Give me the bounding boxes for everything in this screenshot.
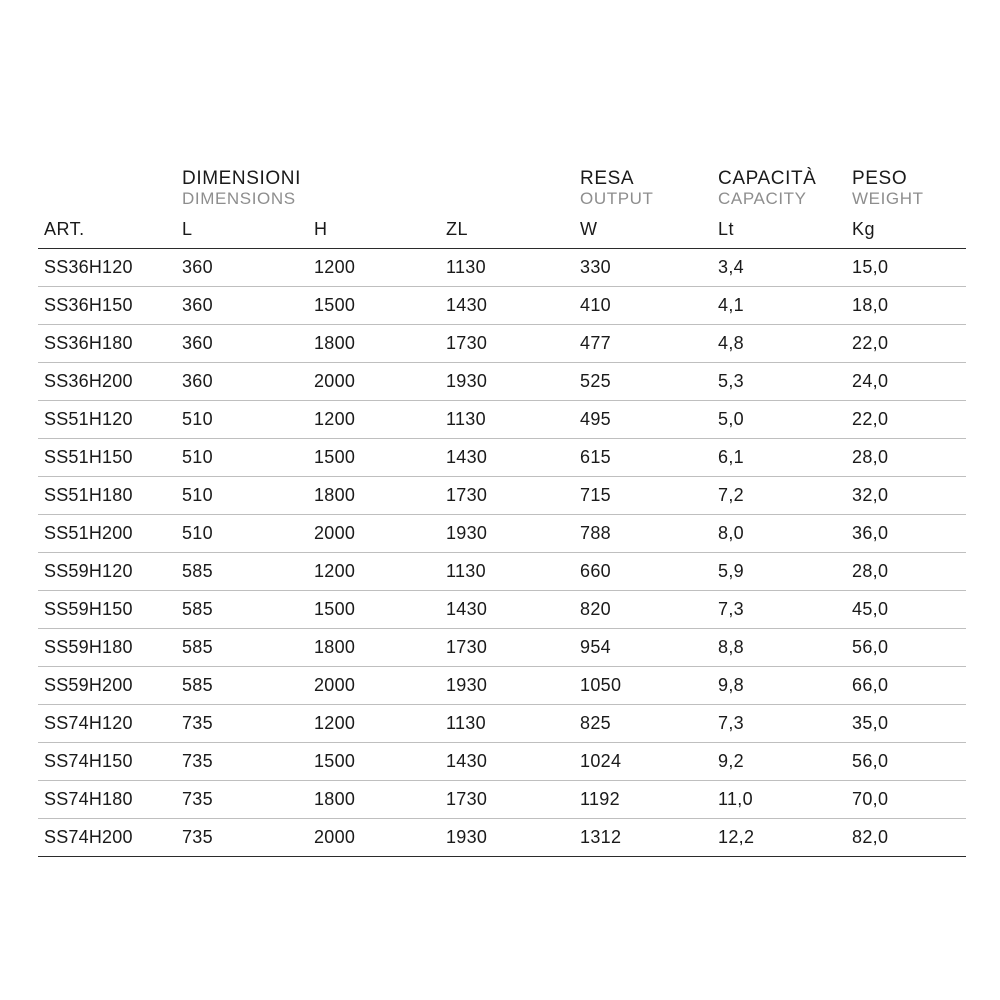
product-specifications-table [38,168,966,857]
cell-l: 735 [180,743,312,781]
cell-l: 585 [180,553,312,591]
cell-zl: 1730 [444,629,578,667]
cell-l: 360 [180,325,312,363]
table-row [38,439,966,477]
cell-l: 510 [180,401,312,439]
cell-art: SS74H200 [38,819,180,857]
cell-h: 1500 [312,287,444,325]
cell-kg: 35,0 [850,705,966,743]
cell-h: 2000 [312,819,444,857]
table-row [38,591,966,629]
group-label-dimensioni-en: DIMENSIONS [182,189,296,209]
group-label-resa-en: OUTPUT [580,189,654,209]
cell-lt: 11,0 [716,781,850,819]
cell-w: 820 [578,591,716,629]
cell-l: 360 [180,363,312,401]
cell-w: 660 [578,553,716,591]
cell-lt: 4,1 [716,287,850,325]
cell-h: 1800 [312,629,444,667]
cell-h: 1800 [312,781,444,819]
cell-kg: 28,0 [850,553,966,591]
cell-l: 585 [180,667,312,705]
cell-l: 510 [180,477,312,515]
cell-zl: 1430 [444,591,578,629]
cell-art: SS51H120 [38,401,180,439]
cell-zl: 1930 [444,363,578,401]
group-header-dimensioni [180,168,578,210]
column-header-kg: Kg [850,210,966,249]
table-row [38,743,966,781]
cell-kg: 32,0 [850,477,966,515]
table-row [38,553,966,591]
table-row [38,515,966,553]
cell-lt: 7,3 [716,591,850,629]
cell-w: 1050 [578,667,716,705]
cell-lt: 5,9 [716,553,850,591]
cell-w: 330 [578,249,716,287]
table-row [38,287,966,325]
cell-w: 1312 [578,819,716,857]
cell-h: 2000 [312,515,444,553]
cell-art: SS51H150 [38,439,180,477]
cell-kg: 24,0 [850,363,966,401]
cell-h: 2000 [312,363,444,401]
table-row [38,819,966,857]
group-header-peso [850,168,966,210]
cell-l: 735 [180,819,312,857]
table-row [38,325,966,363]
column-header-l: L [180,210,312,249]
cell-art: SS36H200 [38,363,180,401]
cell-art: SS74H180 [38,781,180,819]
cell-kg: 22,0 [850,325,966,363]
cell-lt: 5,0 [716,401,850,439]
cell-art: SS36H180 [38,325,180,363]
column-header-w: W [578,210,716,249]
cell-h: 1500 [312,439,444,477]
cell-kg: 15,0 [850,249,966,287]
column-header-art: ART. [38,210,180,249]
cell-kg: 82,0 [850,819,966,857]
cell-h: 1200 [312,401,444,439]
table-row [38,363,966,401]
table-row [38,781,966,819]
cell-h: 1200 [312,705,444,743]
table-row [38,477,966,515]
column-header-zl: ZL [444,210,578,249]
table-row [38,249,966,287]
cell-zl: 1130 [444,249,578,287]
cell-zl: 1430 [444,439,578,477]
cell-lt: 3,4 [716,249,850,287]
cell-art: SS51H200 [38,515,180,553]
cell-zl: 1930 [444,819,578,857]
cell-h: 2000 [312,667,444,705]
cell-lt: 8,8 [716,629,850,667]
cell-lt: 9,8 [716,667,850,705]
cell-kg: 56,0 [850,743,966,781]
table-row [38,705,966,743]
cell-kg: 22,0 [850,401,966,439]
cell-l: 735 [180,705,312,743]
cell-zl: 1730 [444,325,578,363]
cell-kg: 66,0 [850,667,966,705]
cell-l: 585 [180,591,312,629]
cell-lt: 7,3 [716,705,850,743]
table-row [38,629,966,667]
group-label-capacita-it: CAPACITÀ [718,168,817,189]
cell-l: 360 [180,249,312,287]
cell-zl: 1930 [444,515,578,553]
cell-art: SS59H120 [38,553,180,591]
cell-h: 1200 [312,553,444,591]
cell-art: SS74H150 [38,743,180,781]
table-header [38,168,966,249]
cell-w: 954 [578,629,716,667]
cell-zl: 1430 [444,287,578,325]
cell-lt: 9,2 [716,743,850,781]
cell-lt: 5,3 [716,363,850,401]
cell-h: 1500 [312,743,444,781]
group-header-resa [578,168,716,210]
cell-w: 825 [578,705,716,743]
cell-art: SS59H200 [38,667,180,705]
cell-kg: 28,0 [850,439,966,477]
group-header-art [38,168,180,210]
cell-kg: 45,0 [850,591,966,629]
cell-lt: 4,8 [716,325,850,363]
column-header-lt: Lt [716,210,850,249]
cell-lt: 7,2 [716,477,850,515]
cell-zl: 1930 [444,667,578,705]
cell-lt: 8,0 [716,515,850,553]
table-row [38,667,966,705]
cell-w: 615 [578,439,716,477]
cell-zl: 1130 [444,401,578,439]
table-body [38,249,966,857]
cell-art: SS36H150 [38,287,180,325]
cell-art: SS51H180 [38,477,180,515]
cell-w: 1192 [578,781,716,819]
cell-zl: 1130 [444,705,578,743]
cell-art: SS59H150 [38,591,180,629]
table-row [38,401,966,439]
group-label-capacita-en: CAPACITY [718,189,807,209]
cell-l: 510 [180,515,312,553]
group-label-peso-it: PESO [852,168,908,189]
cell-kg: 18,0 [850,287,966,325]
cell-l: 360 [180,287,312,325]
cell-w: 525 [578,363,716,401]
table-group-header-row [38,168,966,210]
cell-kg: 56,0 [850,629,966,667]
cell-zl: 1130 [444,553,578,591]
cell-zl: 1430 [444,743,578,781]
cell-w: 715 [578,477,716,515]
cell-l: 585 [180,629,312,667]
group-label-peso-en: WEIGHT [852,189,924,209]
cell-zl: 1730 [444,781,578,819]
cell-lt: 12,2 [716,819,850,857]
cell-kg: 70,0 [850,781,966,819]
group-label-resa-it: RESA [580,168,635,189]
cell-lt: 6,1 [716,439,850,477]
cell-art: SS59H180 [38,629,180,667]
group-header-capacita [716,168,850,210]
cell-w: 1024 [578,743,716,781]
cell-w: 477 [578,325,716,363]
cell-h: 1500 [312,591,444,629]
cell-w: 495 [578,401,716,439]
cell-w: 788 [578,515,716,553]
cell-art: SS36H120 [38,249,180,287]
cell-art: SS74H120 [38,705,180,743]
cell-h: 1800 [312,325,444,363]
column-header-h: H [312,210,444,249]
cell-l: 510 [180,439,312,477]
cell-w: 410 [578,287,716,325]
group-label-dimensioni-it: DIMENSIONI [182,168,301,189]
cell-kg: 36,0 [850,515,966,553]
cell-l: 735 [180,781,312,819]
cell-zl: 1730 [444,477,578,515]
cell-h: 1800 [312,477,444,515]
cell-h: 1200 [312,249,444,287]
table-column-header-row [38,210,966,249]
